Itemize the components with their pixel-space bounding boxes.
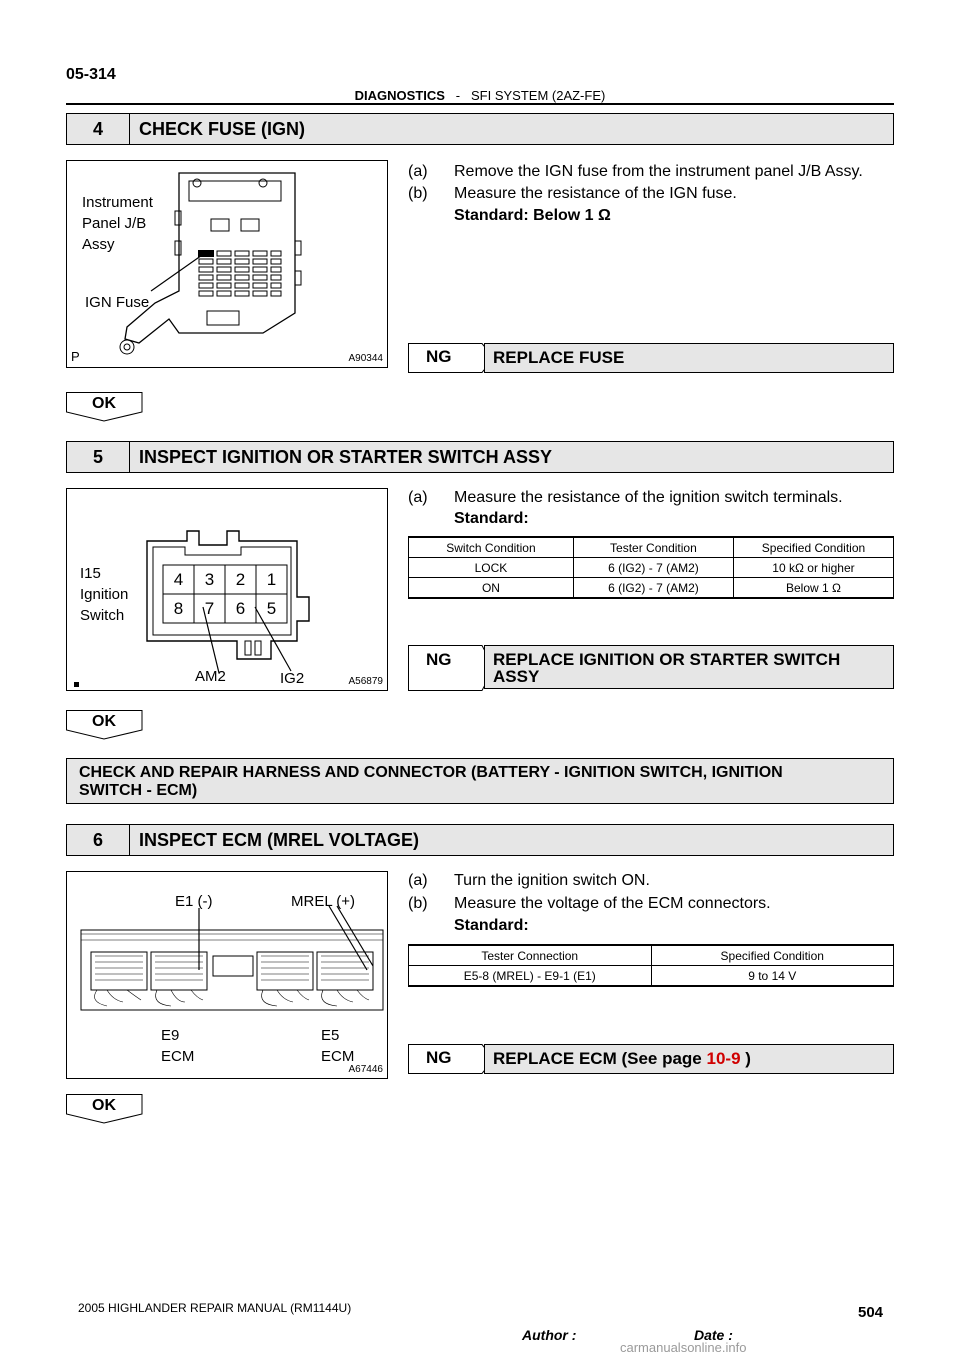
page-header <box>66 88 894 103</box>
step-5-title: INSPECT IGNITION OR STARTER SWITCH ASSY <box>139 447 553 467</box>
step-6-standard: Standard: <box>454 917 529 934</box>
fig-id-a90344: A90344 <box>348 353 383 364</box>
footer-author: Author : <box>522 1327 577 1343</box>
e1-label: E1 (-) <box>175 893 213 910</box>
step-6-title: INSPECT ECM (MREL VOLTAGE) <box>139 830 420 850</box>
pin-8: 8 <box>173 599 184 618</box>
step-6-ng-tag <box>408 1044 894 1074</box>
step-5-ng-action: REPLACE IGNITION OR STARTER SWITCH ASSY <box>484 645 894 689</box>
e9-ecm-label: E9 ECM <box>161 1027 195 1065</box>
step-6-ok-tag <box>66 1094 142 1120</box>
step-6-instruction-a: (a) Turn the ignition switch ON. <box>408 872 650 889</box>
header-system: SFI SYSTEM (2AZ-FE) <box>470 88 606 103</box>
step-4-bar <box>66 113 894 145</box>
fig-id-a67446: A67446 <box>348 1064 383 1075</box>
table-cell: 6 (IG2) - 7 (AM2) <box>573 578 733 599</box>
fig-ecm-connectors <box>66 871 388 1079</box>
jb-label: Instrument Panel J/B Assy <box>82 194 153 253</box>
table-row <box>409 558 894 578</box>
pin-4: 4 <box>173 570 184 589</box>
fig-instrument-panel-jb <box>66 160 388 368</box>
step-5-instruction-a: (a) Measure the resistance of the ignition switch terminals. <box>408 489 843 506</box>
header-rule <box>66 103 894 105</box>
step-5-ng-label: NG <box>426 650 452 669</box>
step-6-ng-action: REPLACE ECM (See page 10-9 ) <box>484 1044 894 1074</box>
pin-grid <box>163 565 287 623</box>
step-5-ok-label: OK <box>92 713 116 730</box>
table-header: Tester Condition <box>573 537 733 558</box>
fig-id-a56879: A56879 <box>348 676 383 687</box>
step-4-instruction-a: (a) Remove the IGN fuse from the instrument panel J/B Assy. <box>408 163 863 180</box>
table-cell: 10 kΩ or higher <box>733 558 893 578</box>
footer-page-number: 504 <box>858 1304 884 1321</box>
step-5-number: 5 <box>67 442 130 472</box>
step-4-standard: Standard: Below 1 Ω <box>454 207 611 224</box>
pin-3: 3 <box>204 570 215 589</box>
table-cell: E5-8 (MREL) - E9-1 (E1) <box>409 966 652 987</box>
mrel-label: MREL (+) <box>291 893 356 910</box>
step-6-instruction-b: (b) Measure the voltage of the ECM connectors. <box>408 895 771 912</box>
watermark: carmanualsonline.info <box>620 1340 747 1355</box>
footer-date: Date : <box>694 1327 733 1343</box>
table-cell: Below 1 Ω <box>733 578 893 599</box>
pin-1: 1 <box>266 570 277 589</box>
fig-ignition-switch-connector <box>66 488 388 691</box>
table-cell: ON <box>409 578 574 599</box>
ign-fuse-label: IGN Fuse <box>85 294 150 311</box>
ignition-switch-label: I15 Ignition Switch <box>80 565 129 624</box>
step-5-ng-tag <box>408 645 894 691</box>
pin-2: 2 <box>235 570 246 589</box>
ecm-voltage-spec-table <box>408 944 894 987</box>
ignition-switch-spec-table <box>408 536 894 599</box>
e5-ecm-label: E5 ECM <box>321 1027 355 1065</box>
header-section: DIAGNOSTICS <box>354 88 445 103</box>
header-dash: - <box>455 88 461 103</box>
step-6-bar <box>66 824 894 856</box>
step-5-standard: Standard: <box>454 510 529 527</box>
page-10-9-link[interactable]: 10-9 <box>706 1049 741 1068</box>
table-row <box>409 578 894 599</box>
table-header-row <box>409 537 894 558</box>
am2-label: AM2 <box>195 668 226 685</box>
ig2-label: IG2 <box>280 670 305 687</box>
table-cell: LOCK <box>409 558 574 578</box>
table-header: Switch Condition <box>409 537 574 558</box>
pin-6: 6 <box>235 599 246 618</box>
pin-5: 5 <box>266 599 277 618</box>
step-5-bar <box>66 441 894 473</box>
step-5-ok-tag <box>66 710 142 736</box>
step-4-ng-tag <box>408 343 894 373</box>
table-header: Tester Connection <box>409 945 652 966</box>
step-6-number: 6 <box>67 825 130 855</box>
table-cell: 9 to 14 V <box>651 966 894 987</box>
step-4-ng-label: NG <box>426 347 452 366</box>
pin-7: 7 <box>204 599 215 618</box>
step-4-ok-tag <box>66 392 142 418</box>
step-6-ng-label: NG <box>426 1048 452 1067</box>
check-repair-harness-bar: CHECK AND REPAIR HARNESS AND CONNECTOR (BATTERY - IGNITION SWITCH, IGNITION SWITCH - ECM) <box>66 758 894 804</box>
step-4-ng-action: REPLACE FUSE <box>484 343 894 373</box>
step-4-title: CHECK FUSE (IGN) <box>139 119 305 139</box>
step-4-instruction-b: (b) Measure the resistance of the IGN fuse. <box>408 185 737 202</box>
fig-corner-mark: P <box>71 349 80 364</box>
table-row <box>409 966 894 987</box>
table-header: Specified Condition <box>733 537 893 558</box>
footer-manual-title: 2005 HIGHLANDER REPAIR MANUAL (RM1144U) <box>78 1301 352 1315</box>
page-number: 05-314 <box>66 66 116 83</box>
step-4-ok-label: OK <box>92 395 116 412</box>
step-4-number: 4 <box>67 114 130 144</box>
table-cell: 6 (IG2) - 7 (AM2) <box>573 558 733 578</box>
ign-fuse-leader <box>151 253 205 291</box>
table-header-row <box>409 945 894 966</box>
table-header: Specified Condition <box>651 945 894 966</box>
step-6-ok-label: OK <box>92 1097 116 1114</box>
